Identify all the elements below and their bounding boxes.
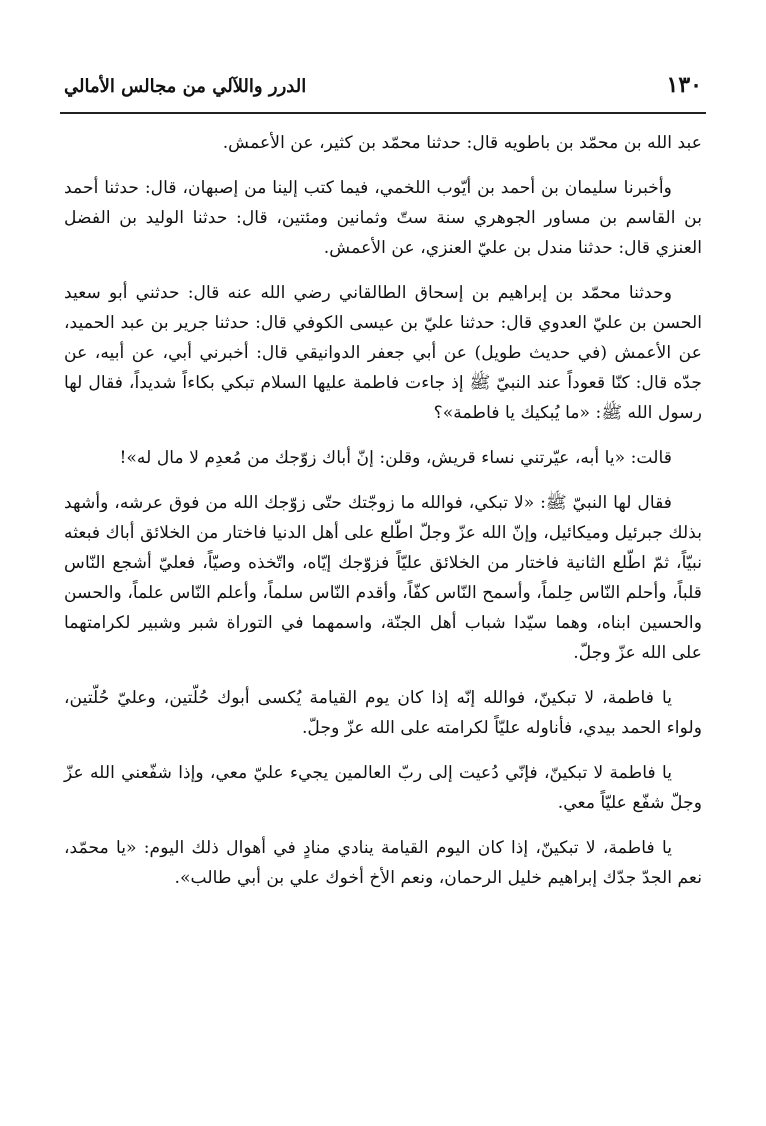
- page-body: [64, 128, 702, 908]
- header-divider: [60, 112, 706, 114]
- paragraph-5: فقال لها النبيّ ﷺ: «لا تبكي، فوالله ما زوجّتك حتّى زوّجك الله من فوق عرشه، وأشهد بذلك جبرئيل وميكائيل، وإنّ الله عزّ وجلّ اطّلع على أهل الدنيا فاختار من الخلائق أباك فبعثه نبيّاً، ثمّ اطّلع الثانية فاختار من الخلائق عليّاً فزوّجك إيّاه، واتّخذه وصيّاً، فعليّ أشجع النّاس قلباً، وأحلم النّاس حِلماً، وأسمح النّاس كفّاً، وأقدم النّاس سلماً، وأعلم النّاس علماً، والحسن والحسين ابناه، وهما سيّدا شباب أهل الجنّة، واسمهما في التوراة شبر وشبير لكرامتهما على الله عزّ وجلّ.: [64, 493, 702, 663]
- paragraph-6: يا فاطمة، لا تبكينّ، فوالله إنّه إذا كان يوم القيامة يُكسى أبوك حُلّتين، وعليّ حُلّتين، ولواء الحمد بيدي، فأناوله عليّاً لكرامته على الله عزّ وجلّ.: [64, 688, 702, 738]
- paragraph-2: وأخبرنا سليمان بن أحمد بن أيّوب اللخمي، فيما كتب إلينا من إصبهان، قال: حدثنا أحمد بن القاسم بن مساور الجوهري سنة ستّ وثمانين ومئتين، قال: حدثنا الوليد بن الفضل العنزي قال: حدثنا مندل بن عليّ العنزي، عن الأعمش.: [64, 178, 702, 258]
- paragraph-8: يا فاطمة، لا تبكينّ، إذا كان اليوم القيامة ينادي منادٍ في أهوال ذلك اليوم: «يا محمّد، نعم الجدّ جدّك إبراهيم خليل الرحمان، ونعم الأخ أخوك علي بن أبي طالب».: [64, 838, 702, 888]
- paragraph-7: يا فاطمة لا تبكينّ، فإنّي دُعيت إلى ربّ العالمين يجيء عليّ معي، وإذا شفّعني الله عزّ وجلّ شفّع عليّاً معي.: [64, 763, 702, 813]
- paragraph-4: قالت: «يا أبه، عيّرتني نساء قريش، وقلن: إنّ أباك زوّجك من مُعدِم لا مال له»!: [119, 448, 672, 468]
- paragraph-1: عبد الله بن محمّد بن باطويه قال: حدثنا محمّد بن كثير، عن الأعمش.: [222, 133, 702, 153]
- running-title: الدرر واللآلي من مجالس الأمالي: [64, 76, 307, 97]
- page-header: [60, 70, 706, 106]
- paragraph-3: وحدثنا محمّد بن إبراهيم بن إسحاق الطالقاني رضي الله عنه قال: حدثني أبو سعيد الحسن بن عليّ العدوي قال: حدثنا عليّ بن عيسى الكوفي قال: حدثنا جرير بن عبد الحميد، عن الأعمش (في حديث طويل) عن أبي جعفر الدوانيقي قال: أخبرني أبي، عن أبيه، عن جدّه قال: كنّا قعوداً عند النبيّ ﷺ إذ جاءت فاطمة عليها السلام تبكي بكاءاً شديداً، فقال لها رسول الله ﷺ: «ما يُبكيك يا فاطمة»؟: [64, 283, 702, 423]
- page-number: ١٣٠: [666, 72, 702, 98]
